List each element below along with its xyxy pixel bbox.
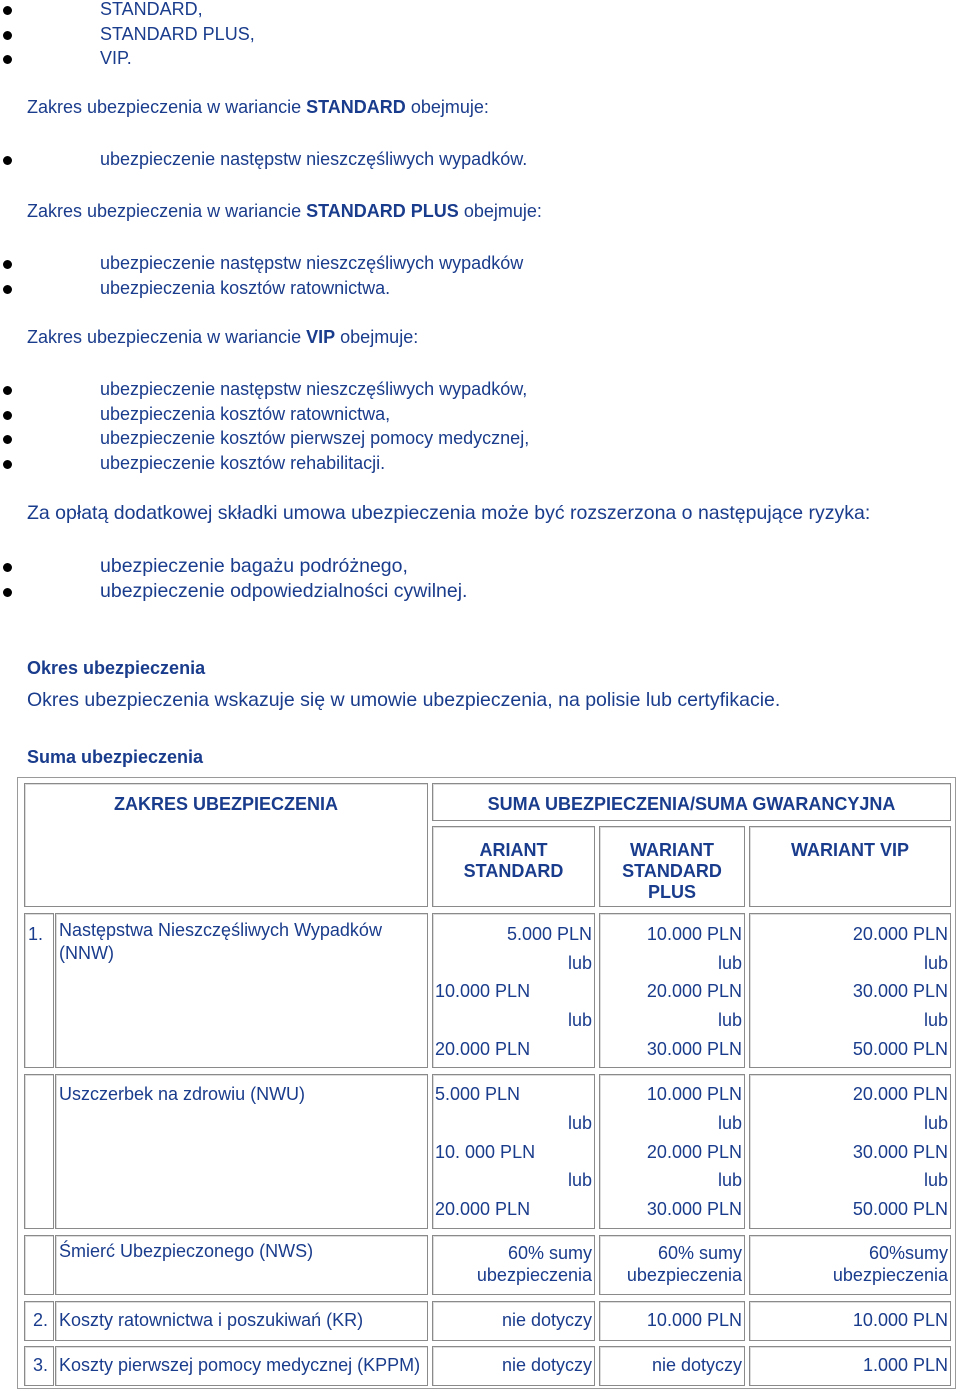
extra-intro: Za opłatą dodatkowej składki umowa ubezpieczenia może być rozszerzona o następujące ryzyka: — [27, 502, 871, 524]
row1-num: 1. — [28, 924, 44, 944]
row5-plus: nie dotyczy — [651, 1355, 742, 1375]
row1-vip-2: 30.000 PLN — [852, 981, 948, 1001]
period-text: Okres ubezpieczenia wskazuje się w umowie ubezpieczenia, na polisie lub certyfikacie. — [27, 689, 781, 711]
row4-vip: 10.000 PLN — [852, 1310, 948, 1330]
row3-plus-0: 60% sumy — [657, 1243, 742, 1263]
row5-name: Koszty pierwszej pomocy medycznej (KPPM) — [59, 1355, 421, 1375]
row1-standard-4: 20.000 PLN — [435, 1039, 531, 1059]
row3-standard-0: 60% sumy — [507, 1243, 592, 1263]
row1-standard-3: lub — [567, 1010, 592, 1030]
header-plus-line3: PLUS — [647, 882, 696, 902]
row2-name: Uszczerbek na zdrowiu (NWU) — [59, 1084, 306, 1104]
row2-num-cell — [24, 1074, 54, 1229]
list-item: ubezpieczenia kosztów ratownictwa, — [0, 402, 529, 427]
variant-list — [0, 0, 255, 71]
row3-num-cell — [24, 1235, 54, 1295]
bullet-icon — [3, 55, 12, 64]
row1-standard-2: 10.000 PLN — [435, 981, 531, 1001]
row1-plus-4: 30.000 PLN — [646, 1039, 742, 1059]
row4-plus: 10.000 PLN — [646, 1310, 742, 1330]
bullet-icon — [3, 260, 12, 269]
list-item: ubezpieczenie kosztów pierwszej pomocy medycznej, — [0, 426, 529, 451]
row2-vip-4: 50.000 PLN — [852, 1199, 948, 1219]
row1-vip-3: lub — [923, 1010, 948, 1030]
list-item: ubezpieczenie kosztów rehabilitacji. — [0, 451, 529, 476]
row1-plus-3: lub — [717, 1010, 742, 1030]
vip-list — [0, 377, 529, 475]
bullet-icon — [3, 411, 12, 420]
list-item: ubezpieczenie następstw nieszczęśliwych wypadków. — [0, 147, 527, 172]
row1-plus-1: lub — [717, 953, 742, 973]
row2-plus-4: 30.000 PLN — [646, 1199, 742, 1219]
bullet-icon — [3, 6, 12, 15]
row2-standard-0: 5.000 PLN — [435, 1084, 521, 1104]
row3-plus-1: ubezpieczenia — [626, 1265, 742, 1285]
header-scope: ZAKRES UBEZPIECZENIA — [113, 794, 338, 814]
bullet-icon — [3, 156, 12, 165]
row1-vip-1: lub — [923, 953, 948, 973]
row2-plus-3: lub — [717, 1170, 742, 1190]
list-item: ubezpieczenie odpowiedzialności cywilnej. — [0, 579, 467, 604]
header-standard-line1: ARIANT — [479, 840, 548, 860]
vip-intro: Zakres ubezpieczenia w wariancie VIP obejmuje: — [27, 327, 419, 347]
row3-vip-1: ubezpieczenia — [832, 1265, 948, 1285]
row1-name-line1: Następstwa Nieszczęśliwych Wypadków — [59, 920, 382, 940]
header-standard-line2: STANDARD — [463, 861, 564, 881]
standard-list — [0, 147, 527, 172]
row1-name-line2: (NNW) — [59, 943, 114, 963]
row5-standard: nie dotyczy — [501, 1355, 592, 1375]
row4-num: 2. — [33, 1310, 49, 1330]
row1-plus-0: 10.000 PLN — [646, 924, 742, 944]
period-heading: Okres ubezpieczenia — [27, 658, 206, 678]
row2-standard-4: 20.000 PLN — [435, 1199, 531, 1219]
row2-standard-2: 10. 000 PLN — [435, 1142, 536, 1162]
plus-intro: Zakres ubezpieczenia w wariancie STANDARD PLUS obejmuje: — [27, 201, 542, 221]
row4-standard: nie dotyczy — [501, 1310, 592, 1330]
row5-vip: 1.000 PLN — [862, 1355, 948, 1375]
bullet-icon — [3, 386, 12, 395]
row1-vip-4: 50.000 PLN — [852, 1039, 948, 1059]
bullet-icon — [3, 460, 12, 469]
standard-intro: Zakres ubezpieczenia w wariancie STANDARD obejmuje: — [27, 97, 489, 117]
list-item: ubezpieczenie następstw nieszczęśliwych wypadków, — [0, 377, 529, 402]
row4-name: Koszty ratownictwa i poszukiwań (KR) — [59, 1310, 364, 1330]
header-plus-line1: WARIANT — [630, 840, 714, 860]
plus-list — [0, 251, 523, 300]
list-item: ubezpieczenie bagażu podróżnego, — [0, 554, 467, 579]
row1-plus-2: 20.000 PLN — [646, 981, 742, 1001]
row1-standard-0: 5.000 PLN — [506, 924, 592, 944]
row2-vip-1: lub — [923, 1113, 948, 1133]
bullet-icon — [3, 588, 12, 597]
row2-standard-3: lub — [567, 1170, 592, 1190]
bullet-icon — [3, 563, 12, 572]
row3-standard-1: ubezpieczenia — [476, 1265, 592, 1285]
bullet-icon — [3, 31, 12, 40]
header-sum: SUMA UBEZPIECZENIA/SUMA GWARANCYJNA — [487, 794, 896, 814]
row2-plus-2: 20.000 PLN — [646, 1142, 742, 1162]
row3-vip-0: 60%sumy — [868, 1243, 948, 1263]
row1-vip-0: 20.000 PLN — [852, 924, 948, 944]
list-item: ubezpieczenie następstw nieszczęśliwych wypadków — [0, 251, 523, 276]
extra-list — [0, 554, 467, 603]
row1-standard-1: lub — [567, 953, 592, 973]
row5-num: 3. — [33, 1355, 49, 1375]
bullet-icon — [3, 435, 12, 444]
row2-plus-1: lub — [717, 1113, 742, 1133]
row3-name: Śmierć Ubezpieczonego (NWS) — [59, 1241, 314, 1261]
sum-heading: Suma ubezpieczenia — [27, 747, 204, 767]
row2-plus-0: 10.000 PLN — [646, 1084, 742, 1104]
list-item: VIP. — [0, 46, 255, 71]
header-plus-line2: STANDARD — [622, 861, 722, 881]
row2-vip-2: 30.000 PLN — [852, 1142, 948, 1162]
list-item: STANDARD, — [0, 0, 255, 22]
row2-standard-1: lub — [567, 1113, 592, 1133]
list-item: STANDARD PLUS, — [0, 22, 255, 47]
header-vip: WARIANT VIP — [790, 840, 909, 860]
row2-vip-3: lub — [923, 1170, 948, 1190]
row2-vip-0: 20.000 PLN — [852, 1084, 948, 1104]
bullet-icon — [3, 285, 12, 294]
list-item: ubezpieczenia kosztów ratownictwa. — [0, 276, 523, 301]
